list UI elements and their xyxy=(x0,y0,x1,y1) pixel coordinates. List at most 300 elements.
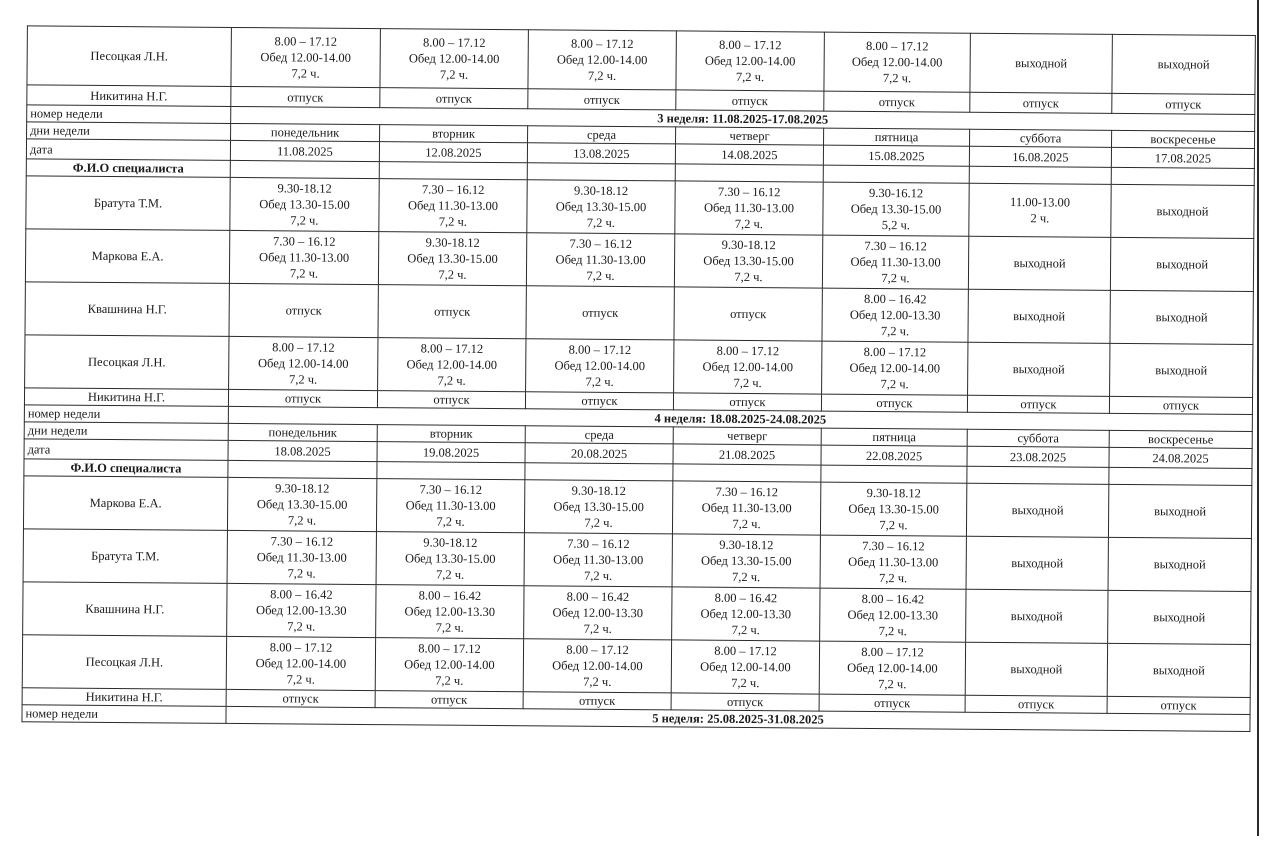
shift-cell xyxy=(820,535,966,589)
shift-cell xyxy=(967,395,1109,413)
date-cell: 19.08.2025 xyxy=(377,442,525,463)
table-row xyxy=(23,529,1251,592)
cell-line: 7,2 ч. xyxy=(586,215,616,230)
cell-line: Обед 12.00-14.00 xyxy=(847,660,938,676)
cell-line: 8.00 – 17.12 xyxy=(568,342,632,358)
table-row xyxy=(25,335,1253,398)
cell-line: 7,2 ч. xyxy=(286,672,315,687)
empty-cell xyxy=(821,465,967,483)
week-number-label: номер недели xyxy=(24,405,228,424)
cell-line: 7,2 ч. xyxy=(287,513,317,528)
specialist-name: Маркова Е.А. xyxy=(23,476,227,531)
cell-line: 7.30 – 16.12 xyxy=(862,538,925,554)
empty-cell xyxy=(1109,467,1252,485)
date-label: дата xyxy=(24,439,228,461)
day-name: суббота xyxy=(967,429,1109,447)
cell-line: отпуск xyxy=(431,692,468,707)
cell-line: 7,2 ч. xyxy=(435,567,465,582)
cell-line: 7,2 ч. xyxy=(584,515,613,530)
cell-line: выходной xyxy=(1013,256,1066,271)
cell-line: 8.00 – 17.12 xyxy=(570,36,634,52)
shift-cell xyxy=(1112,93,1255,114)
cell-line: Обед 12.00-14.00 xyxy=(404,657,495,673)
cell-line: 7,2 ч. xyxy=(435,673,464,688)
table-row xyxy=(23,476,1251,539)
cell-line: Обед 13.30-15.00 xyxy=(703,253,794,269)
shift-cell xyxy=(966,589,1108,643)
cell-line: выходной xyxy=(1011,556,1064,571)
cell-line: Обед 11.30-13.00 xyxy=(555,252,646,268)
cell-line: выходной xyxy=(1155,363,1208,378)
shift-cell xyxy=(966,536,1108,590)
shift-cell xyxy=(229,230,378,284)
cell-line: 7,2 ч. xyxy=(439,67,469,82)
shift-cell xyxy=(1107,696,1250,714)
shift-cell xyxy=(227,583,376,637)
shift-cell xyxy=(528,30,676,90)
cell-line: 7.30 – 16.12 xyxy=(567,536,630,552)
cell-line: Обед 12.00-14.00 xyxy=(700,659,791,675)
shift-cell xyxy=(969,183,1111,237)
date-cell: 18.08.2025 xyxy=(228,440,377,461)
shift-cell xyxy=(965,642,1107,696)
shift-cell xyxy=(227,477,376,531)
cell-line: 7,2 ч. xyxy=(734,216,764,232)
shift-cell xyxy=(676,90,824,111)
cell-line: Обед 12.00-13.30 xyxy=(552,605,644,621)
shift-cell xyxy=(674,287,822,341)
cell-line: 7,2 ч. xyxy=(880,324,910,339)
cell-line: Обед 12.00-13.30 xyxy=(847,607,939,623)
cell-line: Обед 13.30-15.00 xyxy=(555,199,647,215)
date-cell: 15.08.2025 xyxy=(823,145,969,166)
empty-cell xyxy=(673,464,821,482)
cell-line: 7,2 ч. xyxy=(731,569,761,585)
cell-line: 8.00 – 17.12 xyxy=(420,341,484,356)
cell-line: выходной xyxy=(1157,57,1210,72)
cell-line: отпуск xyxy=(284,391,322,406)
shift-cell xyxy=(1108,537,1251,591)
cell-line: Обед 12.00-14.00 xyxy=(260,50,351,65)
table-row xyxy=(23,582,1251,645)
shift-cell xyxy=(671,693,819,711)
empty-cell xyxy=(967,466,1109,484)
empty-cell xyxy=(675,164,823,182)
cell-line: выходной xyxy=(1154,504,1207,519)
cell-line: 7,2 ч. xyxy=(733,375,762,391)
cell-line: 7.30 – 16.12 xyxy=(569,236,633,252)
cell-line: Обед 11.30-13.00 xyxy=(407,198,499,214)
cell-line: Обед 11.30-13.00 xyxy=(848,554,939,570)
cell-line: отпуск xyxy=(433,392,470,407)
cell-line: 7,2 ч. xyxy=(583,568,613,583)
shift-cell xyxy=(824,32,970,92)
cell-line: 7.30 – 16.12 xyxy=(715,484,779,500)
cell-line: отпуск xyxy=(282,691,319,706)
cell-line: 7,2 ч. xyxy=(287,619,316,634)
cell-line: 7,2 ч. xyxy=(880,377,909,392)
shift-cell xyxy=(1112,34,1255,94)
cell-line: выходной xyxy=(1010,609,1063,624)
cell-line: 9.30-18.12 xyxy=(866,485,921,501)
shift-cell xyxy=(671,640,819,694)
cell-line: 5,2 ч. xyxy=(881,218,911,233)
shift-cell xyxy=(378,285,526,339)
cell-line: Обед 11.30-13.00 xyxy=(703,200,795,216)
day-name: пятница xyxy=(824,128,970,146)
date-cell: 14.08.2025 xyxy=(675,144,823,165)
shift-cell xyxy=(528,89,676,110)
cell-line: 7,2 ч. xyxy=(290,213,319,228)
shift-cell xyxy=(819,641,965,695)
cell-line: Обед 12.00-14.00 xyxy=(552,658,643,674)
shift-cell xyxy=(970,33,1112,93)
shift-cell xyxy=(966,483,1108,537)
date-cell: 21.08.2025 xyxy=(673,444,821,465)
cell-line: 7,2 ч. xyxy=(437,373,466,388)
cell-line: отпуск xyxy=(1162,398,1200,413)
cell-line: отпуск xyxy=(878,94,915,109)
cell-line: выходной xyxy=(1010,662,1063,677)
specialist-name: Братута Т.М. xyxy=(23,529,227,584)
cell-line: 8.00 – 17.12 xyxy=(716,343,780,359)
cell-line: 8.00 – 17.12 xyxy=(274,34,338,49)
shift-cell xyxy=(820,588,966,642)
cell-line: Обед 13.30-15.00 xyxy=(256,497,348,512)
shift-cell xyxy=(819,694,965,712)
cell-line: выходной xyxy=(1152,663,1205,678)
shift-cell xyxy=(968,236,1110,290)
cell-line: 7,2 ч. xyxy=(734,269,763,285)
cell-line: отпуск xyxy=(1020,397,1057,412)
cell-line: выходной xyxy=(1013,309,1066,324)
shift-cell xyxy=(1109,396,1252,414)
shift-cell xyxy=(229,283,378,337)
cell-line: 8.00 – 16.42 xyxy=(863,291,927,307)
shift-cell xyxy=(231,27,380,87)
cell-line: отпуск xyxy=(731,93,768,108)
cell-line: Обед 12.00-14.00 xyxy=(408,51,500,67)
shift-cell xyxy=(820,482,966,536)
cell-line: Обед 11.30-13.00 xyxy=(405,498,496,514)
shift-cell xyxy=(968,289,1110,343)
specialist-name: Песоцкая Л.Н. xyxy=(22,635,226,690)
cell-line: 7,2 ч. xyxy=(878,677,907,692)
shift-cell xyxy=(380,88,528,109)
empty-cell xyxy=(823,165,969,183)
date-cell: 17.08.2025 xyxy=(1111,147,1254,168)
cell-line: выходной xyxy=(1153,610,1206,625)
cell-line: 8.00 – 16.42 xyxy=(566,589,630,605)
cell-line: 8.00 – 17.12 xyxy=(566,642,629,658)
shift-cell xyxy=(970,92,1112,113)
cell-line: отпуск xyxy=(727,694,764,710)
shift-cell xyxy=(965,695,1107,713)
date-cell: 13.08.2025 xyxy=(527,143,675,164)
cell-line: Обед 12.00-13.30 xyxy=(256,603,347,618)
shift-cell xyxy=(524,480,672,534)
cell-line: Обед 11.30-13.00 xyxy=(850,254,941,270)
empty-cell xyxy=(230,160,379,178)
cell-line: 7,2 ч. xyxy=(735,69,765,85)
empty-cell xyxy=(1111,167,1254,185)
cell-line: Обед 13.30-15.00 xyxy=(407,251,498,267)
shift-cell xyxy=(524,586,672,640)
shift-cell xyxy=(1108,484,1251,538)
specialist-header: Ф.И.О специалиста xyxy=(26,159,230,178)
cell-line: 7,2 ч. xyxy=(583,674,612,689)
week-title: 5 неделя: 25.08.2025-31.08.2025 xyxy=(226,706,1250,731)
cell-line: выходной xyxy=(1015,56,1068,71)
day-name: суббота xyxy=(970,129,1112,147)
table-row xyxy=(27,26,1255,95)
shift-cell xyxy=(378,338,526,392)
week-title: 3 неделя: 11.08.2025-17.08.2025 xyxy=(231,106,1255,131)
cell-line: 7,2 ч. xyxy=(585,374,614,389)
cell-line: выходной xyxy=(1153,557,1206,572)
cell-line: 7,2 ч. xyxy=(438,214,468,229)
table-row xyxy=(25,229,1253,292)
cell-line: 8.00 – 17.12 xyxy=(272,340,335,355)
specialist-name: Квашнина Н.Г. xyxy=(25,282,229,337)
cell-line: Обед 13.30-15.00 xyxy=(553,499,644,515)
day-name: понедельник xyxy=(228,423,377,441)
cell-line: 8.00 – 17.12 xyxy=(418,641,481,656)
cell-line: Обед 12.00-14.00 xyxy=(849,360,941,376)
cell-line: Обед 12.00-14.00 xyxy=(851,54,943,70)
shift-cell xyxy=(527,180,675,234)
shift-cell xyxy=(376,479,524,533)
cell-line: 8.00 – 17.12 xyxy=(422,35,486,50)
day-name: четверг xyxy=(676,127,824,145)
cell-line: 7,2 ч. xyxy=(731,675,760,691)
shift-cell xyxy=(378,232,526,286)
shift-cell xyxy=(676,31,824,91)
day-name: пятница xyxy=(821,428,967,446)
cell-line: выходной xyxy=(1156,204,1209,219)
day-name: вторник xyxy=(380,125,528,143)
cell-line: отпуск xyxy=(582,305,619,320)
specialist-name: Квашнина Н.Г. xyxy=(23,582,227,637)
cell-line: Обед 12.00-14.00 xyxy=(406,357,498,373)
shift-cell xyxy=(968,342,1110,396)
cell-line: Обед 12.00-14.00 xyxy=(704,53,796,69)
shift-cell xyxy=(375,638,523,692)
cell-line: 7,2 ч. xyxy=(436,514,465,529)
cell-line: Обед 12.00-14.00 xyxy=(255,656,347,671)
date-cell: 11.08.2025 xyxy=(230,140,379,161)
page-edge-line xyxy=(1257,0,1259,836)
cell-line: 8.00 – 16.42 xyxy=(418,588,482,603)
cell-line: 8.00 – 17.12 xyxy=(269,640,333,655)
cell-line: 8.00 – 17.12 xyxy=(863,344,927,360)
cell-line: 7.30 – 16.12 xyxy=(717,184,781,200)
cell-line: Обед 13.30-15.00 xyxy=(700,553,792,569)
shift-cell xyxy=(229,336,378,390)
cell-line: 7,2 ч. xyxy=(289,372,318,387)
cell-line: Обед 12.00-13.30 xyxy=(849,307,941,323)
shift-cell xyxy=(226,636,375,690)
cell-line: отпуск xyxy=(1018,697,1055,712)
day-name: среда xyxy=(528,126,676,144)
week-title: 4 неделя: 18.08.2025-24.08.2025 xyxy=(228,406,1252,431)
day-name: воскресенье xyxy=(1109,430,1252,448)
shift-cell xyxy=(1107,643,1250,697)
date-cell: 22.08.2025 xyxy=(821,445,967,466)
shift-cell xyxy=(823,182,969,236)
shift-cell xyxy=(1110,290,1253,344)
shift-cell xyxy=(672,534,820,588)
specialist-name: Песоцкая Л.Н. xyxy=(25,335,229,390)
empty-cell xyxy=(969,166,1111,184)
cell-line: 7,2 ч. xyxy=(587,68,617,83)
shift-cell xyxy=(821,394,967,412)
cell-line: Обед 11.30-13.00 xyxy=(701,500,792,516)
cell-line: 9.30-16.12 xyxy=(868,185,924,201)
cell-line: 8.00 – 17.12 xyxy=(714,643,777,659)
shift-cell xyxy=(674,234,822,288)
date-cell: 12.08.2025 xyxy=(379,142,527,163)
cell-line: Обед 12.00-14.00 xyxy=(702,359,794,375)
cell-line: 9.30-18.12 xyxy=(425,235,480,250)
cell-line: Обед 12.00-14.00 xyxy=(556,52,648,68)
cell-line: Обед 11.30-13.00 xyxy=(553,552,644,568)
specialist-header: Ф.И.О специалиста xyxy=(24,459,228,478)
cell-line: 9.30-18.12 xyxy=(571,483,626,499)
cell-line: 8.00 – 17.12 xyxy=(865,38,929,54)
specialist-name: Песоцкая Л.Н. xyxy=(27,26,231,87)
cell-line: 8.00 – 16.42 xyxy=(861,591,925,607)
cell-line: отпуск xyxy=(729,394,766,410)
shift-cell xyxy=(526,286,674,340)
table-row xyxy=(25,282,1253,345)
date-label: дата xyxy=(26,139,230,161)
cell-line: 7,2 ч. xyxy=(881,271,910,286)
shift-cell xyxy=(1110,237,1253,291)
cell-line: Обед 13.30-15.00 xyxy=(259,197,350,212)
cell-line: 7,2 ч. xyxy=(878,624,907,639)
shift-cell xyxy=(674,340,822,394)
cell-line: 9.30-18.12 xyxy=(275,481,330,496)
week-number-label: номер недели xyxy=(22,705,226,724)
shift-cell xyxy=(672,481,820,535)
cell-line: Обед 12.00-14.00 xyxy=(257,356,349,371)
shift-cell xyxy=(673,393,821,411)
empty-cell xyxy=(228,460,377,478)
shift-cell xyxy=(675,181,823,235)
shift-cell xyxy=(526,233,674,287)
cell-line: 9.30-18.12 xyxy=(277,181,332,196)
cell-line: 9.30-18.12 xyxy=(719,537,774,553)
shift-cell xyxy=(526,339,674,393)
shift-cell xyxy=(523,639,671,693)
cell-line: 7,2 ч. xyxy=(731,622,760,638)
cell-line: выходной xyxy=(1156,257,1209,272)
date-cell: 16.08.2025 xyxy=(969,146,1111,167)
cell-line: 7.30 – 16.12 xyxy=(864,238,928,254)
cell-line: Обед 12.00-14.00 xyxy=(554,358,646,374)
specialist-name: Никитина Н.Г. xyxy=(27,85,231,107)
day-name: понедельник xyxy=(231,123,380,141)
cell-line: 7,2 ч. xyxy=(435,620,464,635)
shift-cell xyxy=(231,86,380,107)
specialist-name: Никитина Н.Г. xyxy=(22,688,226,707)
shift-cell xyxy=(525,392,673,410)
cell-line: 2 ч. xyxy=(1030,211,1050,226)
week-days-label: дни недели xyxy=(24,422,228,441)
table-row xyxy=(22,635,1250,698)
cell-line: Обед 13.30-15.00 xyxy=(848,501,939,517)
shift-cell xyxy=(1110,343,1253,397)
shift-cell xyxy=(523,692,671,710)
cell-line: 8.00 – 17.12 xyxy=(861,644,924,660)
specialist-name: Братута Т.М. xyxy=(26,176,230,231)
schedule-table xyxy=(21,25,1255,732)
cell-line: 7,2 ч. xyxy=(287,566,316,581)
cell-line: отпуск xyxy=(730,306,767,322)
cell-line: отпуск xyxy=(874,696,911,711)
cell-line: отпуск xyxy=(435,91,472,106)
cell-line: отпуск xyxy=(876,396,913,411)
shift-cell xyxy=(227,530,376,584)
week-number-label: номер недели xyxy=(27,105,231,124)
cell-line: отпуск xyxy=(579,693,616,708)
cell-line: 7.30 – 16.12 xyxy=(419,482,483,497)
cell-line: Обед 11.30-13.00 xyxy=(259,250,350,265)
specialist-name: Маркова Е.А. xyxy=(25,229,229,284)
specialist-name: Никитина Н.Г. xyxy=(24,388,228,407)
cell-line: отпуск xyxy=(1022,95,1059,110)
cell-line: отпуск xyxy=(581,393,618,408)
cell-line: 9.30-18.12 xyxy=(573,183,629,199)
day-name: среда xyxy=(525,426,673,444)
shift-cell xyxy=(376,585,524,639)
cell-line: 7,2 ч. xyxy=(438,267,467,282)
date-cell: 20.08.2025 xyxy=(525,443,673,464)
cell-line: 7,2 ч. xyxy=(879,518,908,533)
cell-line: Обед 12.00-13.30 xyxy=(700,606,792,622)
cell-line: 7.30 – 16.12 xyxy=(270,534,334,549)
date-cell: 23.08.2025 xyxy=(967,446,1109,467)
cell-line: 7,2 ч. xyxy=(586,268,615,283)
cell-line: отпуск xyxy=(285,303,322,318)
cell-line: 7,2 ч. xyxy=(882,71,912,86)
shift-cell xyxy=(1111,184,1254,238)
cell-line: выходной xyxy=(1011,503,1064,518)
cell-line: 8.00 – 17.12 xyxy=(718,37,782,53)
cell-line: выходной xyxy=(1155,310,1208,325)
shift-cell xyxy=(822,235,968,289)
shift-cell xyxy=(380,29,528,89)
shift-cell xyxy=(230,177,379,231)
cell-line: выходной xyxy=(1012,362,1065,377)
cell-line: отпуск xyxy=(583,92,620,107)
shift-cell xyxy=(377,391,525,409)
shift-cell xyxy=(226,689,375,707)
cell-line: 7,2 ч. xyxy=(291,66,320,81)
shift-cell xyxy=(822,288,968,342)
week-days-label: дни недели xyxy=(27,122,231,141)
day-name: вторник xyxy=(377,425,525,443)
day-name: воскресенье xyxy=(1111,130,1254,148)
cell-line: отпуск xyxy=(287,89,324,105)
empty-cell xyxy=(377,462,525,480)
shift-cell xyxy=(822,341,968,395)
shift-cell xyxy=(376,532,524,586)
cell-line: 8.00 – 16.42 xyxy=(270,587,333,602)
empty-cell xyxy=(525,463,673,481)
cell-line: Обед 13.30-15.00 xyxy=(404,551,496,567)
